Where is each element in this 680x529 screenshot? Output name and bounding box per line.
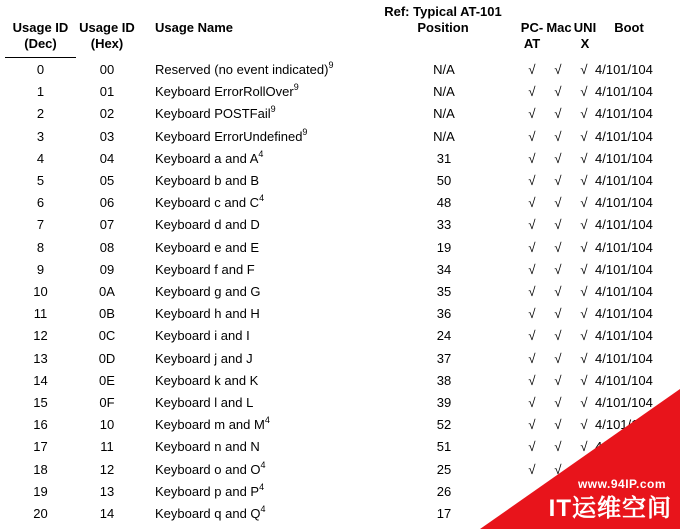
cell-boot: 4/101/104 — [595, 261, 653, 277]
cell-mac-check: √ — [554, 62, 562, 77]
cell-position: N/A — [433, 84, 455, 100]
cell-position: 33 — [436, 217, 452, 233]
cell-usage-id-dec: 16 — [33, 417, 48, 433]
cell-usage-id-dec: 20 — [33, 506, 48, 521]
cell-usage-id-hex: 03 — [99, 128, 115, 144]
cell-boot: 4/101/104 — [595, 217, 653, 233]
footnote-marker: 4 — [258, 148, 264, 159]
usage-name-text: Keyboard n and N — [155, 439, 260, 455]
cell-position: 39 — [436, 395, 452, 410]
cell-usage-name — [155, 259, 255, 281]
footnote-marker: 4 — [259, 193, 265, 204]
cell-usage-name — [155, 170, 259, 192]
header-unix — [571, 20, 599, 52]
usage-name-text: Keyboard h and H — [155, 306, 260, 322]
cell-position: 38 — [436, 372, 452, 388]
cell-usage-id-dec: 10 — [33, 284, 48, 299]
footnote-marker: 9 — [293, 82, 299, 93]
cell-mac-check: √ — [554, 239, 562, 255]
cell-usage-id-dec: 19 — [33, 483, 48, 499]
table-row — [0, 237, 680, 259]
table-row — [0, 103, 680, 125]
cell-usage-id-dec: 8 — [36, 239, 45, 255]
cell-usage-name — [155, 192, 264, 214]
cell-mac-check: √ — [554, 306, 562, 322]
cell-usage-id-dec: 9 — [36, 261, 45, 277]
cell-usage-id-hex: 00 — [99, 62, 115, 77]
cell-pc-at-check: √ — [528, 128, 536, 144]
cell-pc-at-check: √ — [528, 150, 536, 166]
cell-usage-id-dec: 12 — [33, 328, 48, 344]
cell-unix-check: √ — [580, 173, 588, 188]
table-row — [0, 281, 680, 303]
usage-name-text: Keyboard ErrorRollOver — [155, 84, 294, 100]
cell-usage-id-dec: 15 — [33, 395, 48, 410]
cell-mac-check: √ — [554, 217, 562, 233]
footnote-marker: 4 — [260, 459, 266, 470]
header-boot-text: Boot — [614, 20, 644, 35]
cell-usage-id-dec: 13 — [33, 350, 48, 366]
cell-usage-id-dec: 0 — [36, 62, 45, 77]
table-row — [0, 259, 680, 281]
cell-boot: 4/101/104 — [595, 239, 653, 255]
header-pos-line1: Ref: Typical AT-101 — [384, 4, 502, 19]
header-unix-line1: UNI — [573, 20, 597, 35]
cell-usage-id-hex: 11 — [100, 439, 114, 455]
table-row — [0, 325, 680, 347]
cell-usage-id-hex: 01 — [99, 84, 115, 100]
cell-pc-at-check: √ — [528, 84, 536, 100]
cell-boot: 4/101/104 — [595, 284, 653, 299]
cell-usage-name — [155, 459, 266, 481]
footnote-marker: 4 — [259, 481, 265, 492]
cell-pc-at-check: √ — [528, 439, 536, 455]
cell-usage-id-hex: 06 — [99, 195, 115, 211]
cell-usage-name — [155, 370, 258, 392]
cell-usage-id-hex: 0A — [99, 284, 115, 299]
header-dec-line2: (Dec) — [24, 36, 57, 51]
cell-pc-at-check: √ — [528, 284, 536, 299]
usage-name-text: Keyboard c and C — [155, 195, 260, 211]
cell-pc-at-check: √ — [528, 395, 536, 410]
cell-usage-name — [155, 59, 333, 81]
cell-usage-id-hex: 0B — [99, 306, 115, 322]
cell-boot: 4/101/104 — [595, 328, 653, 344]
table-row — [0, 81, 680, 103]
cell-mac-check: √ — [554, 173, 562, 188]
cell-pc-at-check: √ — [528, 261, 536, 277]
cell-position: 35 — [436, 284, 452, 299]
cell-unix-check: √ — [580, 395, 588, 410]
cell-boot: 4/101/104 — [595, 128, 653, 144]
header-pc-line1: PC- — [520, 20, 544, 35]
table-row — [0, 59, 680, 81]
cell-boot: 4/101/104 — [595, 173, 653, 188]
cell-pc-at-check: √ — [528, 62, 536, 77]
usage-name-text: Keyboard b and B — [155, 173, 260, 188]
cell-usage-name — [155, 436, 260, 458]
cell-usage-id-dec: 6 — [36, 195, 45, 211]
cell-boot: 4/101/104 — [595, 62, 653, 77]
header-name-text: Usage Name — [155, 20, 234, 35]
cell-usage-id-hex: 10 — [99, 417, 115, 433]
cell-usage-id-dec: 2 — [36, 106, 45, 122]
cell-usage-id-hex: 13 — [99, 483, 115, 499]
header-hex-line2: (Hex) — [90, 36, 124, 51]
table-row — [0, 170, 680, 192]
cell-usage-name — [155, 325, 250, 347]
cell-position: N/A — [433, 128, 455, 144]
cell-unix-check: √ — [580, 284, 588, 299]
cell-pc-at-check: √ — [528, 372, 536, 388]
cell-mac-check: √ — [554, 195, 562, 211]
cell-mac-check: √ — [554, 84, 562, 100]
usage-name-text: Keyboard d and D — [155, 217, 260, 233]
usage-name-text: Keyboard a and A — [155, 150, 259, 166]
cell-usage-id-dec: 3 — [36, 128, 45, 144]
cell-usage-name — [155, 237, 259, 259]
cell-unix-check: √ — [580, 217, 588, 233]
cell-usage-id-dec: 1 — [36, 84, 45, 100]
usage-name-text: Keyboard p and P — [155, 483, 260, 499]
cell-unix-check: √ — [580, 239, 588, 255]
cell-usage-name — [155, 481, 264, 503]
header-ref-position — [370, 4, 516, 36]
cell-usage-name — [155, 303, 260, 325]
usage-name-text: Keyboard e and E — [155, 239, 260, 255]
cell-position: 25 — [436, 461, 452, 477]
footnote-marker: 4 — [264, 415, 270, 426]
header-pos-line2: Position — [417, 20, 469, 35]
cell-usage-id-hex: 0F — [99, 395, 115, 410]
header-pc-at — [518, 20, 546, 52]
cell-boot: 4/101/104 — [595, 84, 653, 100]
cell-usage-id-hex: 12 — [99, 461, 115, 477]
usage-name-text: Keyboard o and O — [155, 461, 261, 477]
cell-position: 31 — [436, 150, 452, 166]
cell-pc-at-check: √ — [528, 217, 536, 233]
usage-name-text: Keyboard j and J — [155, 350, 253, 366]
watermark-text: IT运维空间 — [548, 495, 672, 522]
cell-usage-name — [155, 392, 253, 414]
cell-unix-check: √ — [580, 195, 588, 211]
header-dec-line1: Usage ID — [12, 20, 69, 35]
cell-usage-name — [155, 281, 261, 303]
cell-position: 48 — [436, 195, 452, 211]
cell-usage-id-dec: 14 — [33, 372, 48, 388]
cell-position: 36 — [436, 306, 452, 322]
cell-usage-id-dec: 4 — [36, 150, 45, 166]
cell-unix-check: √ — [580, 328, 588, 344]
cell-mac-check: √ — [554, 106, 562, 122]
cell-position: N/A — [433, 106, 455, 122]
cell-pc-at-check: √ — [528, 350, 536, 366]
cell-usage-name — [155, 503, 266, 525]
table-row — [0, 148, 680, 170]
cell-usage-id-dec: 5 — [36, 173, 45, 188]
cell-position: 34 — [436, 261, 452, 277]
cell-usage-id-hex: 05 — [99, 173, 115, 188]
cell-unix-check: √ — [580, 128, 588, 144]
cell-mac-check: √ — [554, 395, 562, 410]
header-boot — [609, 20, 649, 36]
table-row — [0, 214, 680, 236]
cell-mac-check: √ — [554, 350, 562, 366]
header-usage-name — [155, 20, 233, 36]
cell-boot: 4/101/104 — [595, 306, 653, 322]
table-row — [0, 192, 680, 214]
footnote-marker: 9 — [270, 104, 276, 115]
cell-usage-id-hex: 08 — [99, 239, 115, 255]
cell-boot: 4/101/104 — [595, 439, 653, 455]
table-row — [0, 348, 680, 370]
cell-mac-check: √ — [554, 284, 562, 299]
cell-usage-name — [155, 148, 263, 170]
cell-boot: 4/101/104 — [595, 350, 653, 366]
usage-name-text: Keyboard i and I — [155, 328, 250, 344]
cell-usage-id-hex: 0D — [98, 350, 116, 366]
cell-pc-at-check: √ — [528, 417, 536, 433]
cell-usage-name — [155, 414, 270, 436]
header-underline — [5, 57, 76, 58]
cell-usage-id-hex: 04 — [99, 150, 115, 166]
cell-unix-check: √ — [580, 306, 588, 322]
cell-usage-id-hex: 09 — [99, 261, 115, 277]
cell-usage-name — [155, 81, 299, 103]
cell-pc-at-check: √ — [528, 306, 536, 322]
cell-usage-id-dec: 17 — [33, 439, 48, 455]
cell-boot: 4/101/104 — [595, 106, 653, 122]
header-mac — [544, 20, 574, 36]
usage-name-text: Keyboard f and F — [155, 261, 255, 277]
cell-unix-check: √ — [580, 439, 588, 455]
cell-position: 24 — [436, 328, 452, 344]
header-usage-id-hex — [76, 20, 138, 52]
header-pc-line2: AT — [523, 36, 541, 51]
cell-boot: 4/101/104 — [595, 417, 653, 433]
cell-mac-check: √ — [554, 150, 562, 166]
usage-name-text: Keyboard POSTFail — [155, 106, 271, 122]
header-usage-id-dec — [5, 20, 76, 52]
usage-name-text: Keyboard k and K — [155, 372, 259, 388]
table-row — [0, 126, 680, 148]
cell-usage-id-dec: 11 — [33, 306, 48, 322]
cell-unix-check: √ — [580, 150, 588, 166]
cell-unix-check: √ — [580, 84, 588, 100]
cell-pc-at-check: √ — [528, 106, 536, 122]
cell-pc-at-check: √ — [528, 239, 536, 255]
cell-mac-check: √ — [554, 439, 562, 455]
cell-usage-name — [155, 348, 253, 370]
cell-pc-at-check: √ — [528, 461, 536, 477]
cell-mac-check: √ — [554, 461, 562, 477]
cell-unix-check: √ — [580, 62, 588, 77]
watermark-logo — [480, 389, 680, 529]
cell-unix-check: √ — [580, 261, 588, 277]
cell-position: 52 — [436, 417, 452, 433]
header-mac-text: Mac — [546, 20, 572, 35]
usage-name-text: Keyboard g and G — [155, 284, 261, 299]
cell-position: N/A — [433, 62, 455, 77]
header-hex-line1: Usage ID — [79, 20, 135, 35]
cell-boot: 4/101/104 — [595, 395, 653, 410]
cell-usage-name — [155, 103, 276, 125]
cell-unix-check: √ — [580, 417, 588, 433]
cell-mac-check: √ — [554, 417, 562, 433]
cell-mac-check: √ — [554, 328, 562, 344]
cell-position: 17 — [436, 506, 452, 521]
cell-position: 37 — [436, 350, 452, 366]
cell-unix-check: √ — [580, 350, 588, 366]
table-row — [0, 303, 680, 325]
cell-usage-id-dec: 18 — [33, 461, 48, 477]
footnote-marker: 9 — [328, 60, 334, 70]
cell-mac-check: √ — [554, 372, 562, 388]
cell-usage-id-hex: 02 — [99, 106, 115, 122]
cell-usage-id-hex: 0C — [98, 328, 116, 344]
header-unix-line2: X — [580, 36, 590, 51]
cell-usage-id-hex: 14 — [99, 506, 115, 521]
usage-name-text: Reserved (no event indicated) — [155, 62, 329, 77]
cell-usage-name — [155, 126, 307, 148]
cell-mac-check: √ — [554, 261, 562, 277]
cell-usage-id-hex: 0E — [99, 372, 115, 388]
cell-position: 26 — [436, 483, 452, 499]
usage-name-text: Keyboard q and Q — [155, 506, 261, 521]
cell-mac-check: √ — [554, 128, 562, 144]
cell-usage-id-dec: 7 — [36, 217, 45, 233]
cell-position: 50 — [436, 173, 452, 188]
cell-pc-at-check: √ — [528, 328, 536, 344]
cell-boot: 4/101/104 — [595, 150, 653, 166]
usage-name-text: Keyboard m and M — [155, 417, 265, 433]
footnote-marker: 4 — [260, 504, 266, 514]
cell-unix-check: √ — [580, 372, 588, 388]
cell-pc-at-check: √ — [528, 195, 536, 211]
cell-position: 19 — [436, 239, 452, 255]
cell-unix-check: √ — [580, 106, 588, 122]
footnote-marker: 9 — [302, 126, 308, 137]
watermark-url: www.94IP.com — [577, 477, 666, 491]
cell-boot: 4/101/104 — [595, 372, 653, 388]
cell-position: 51 — [436, 439, 452, 455]
usage-name-text: Keyboard l and L — [155, 395, 254, 410]
cell-pc-at-check: √ — [528, 173, 536, 188]
cell-boot: 4/101/104 — [595, 195, 653, 211]
usage-name-text: Keyboard ErrorUndefined — [155, 128, 303, 144]
cell-usage-id-hex: 07 — [99, 217, 115, 233]
cell-usage-name — [155, 214, 260, 236]
